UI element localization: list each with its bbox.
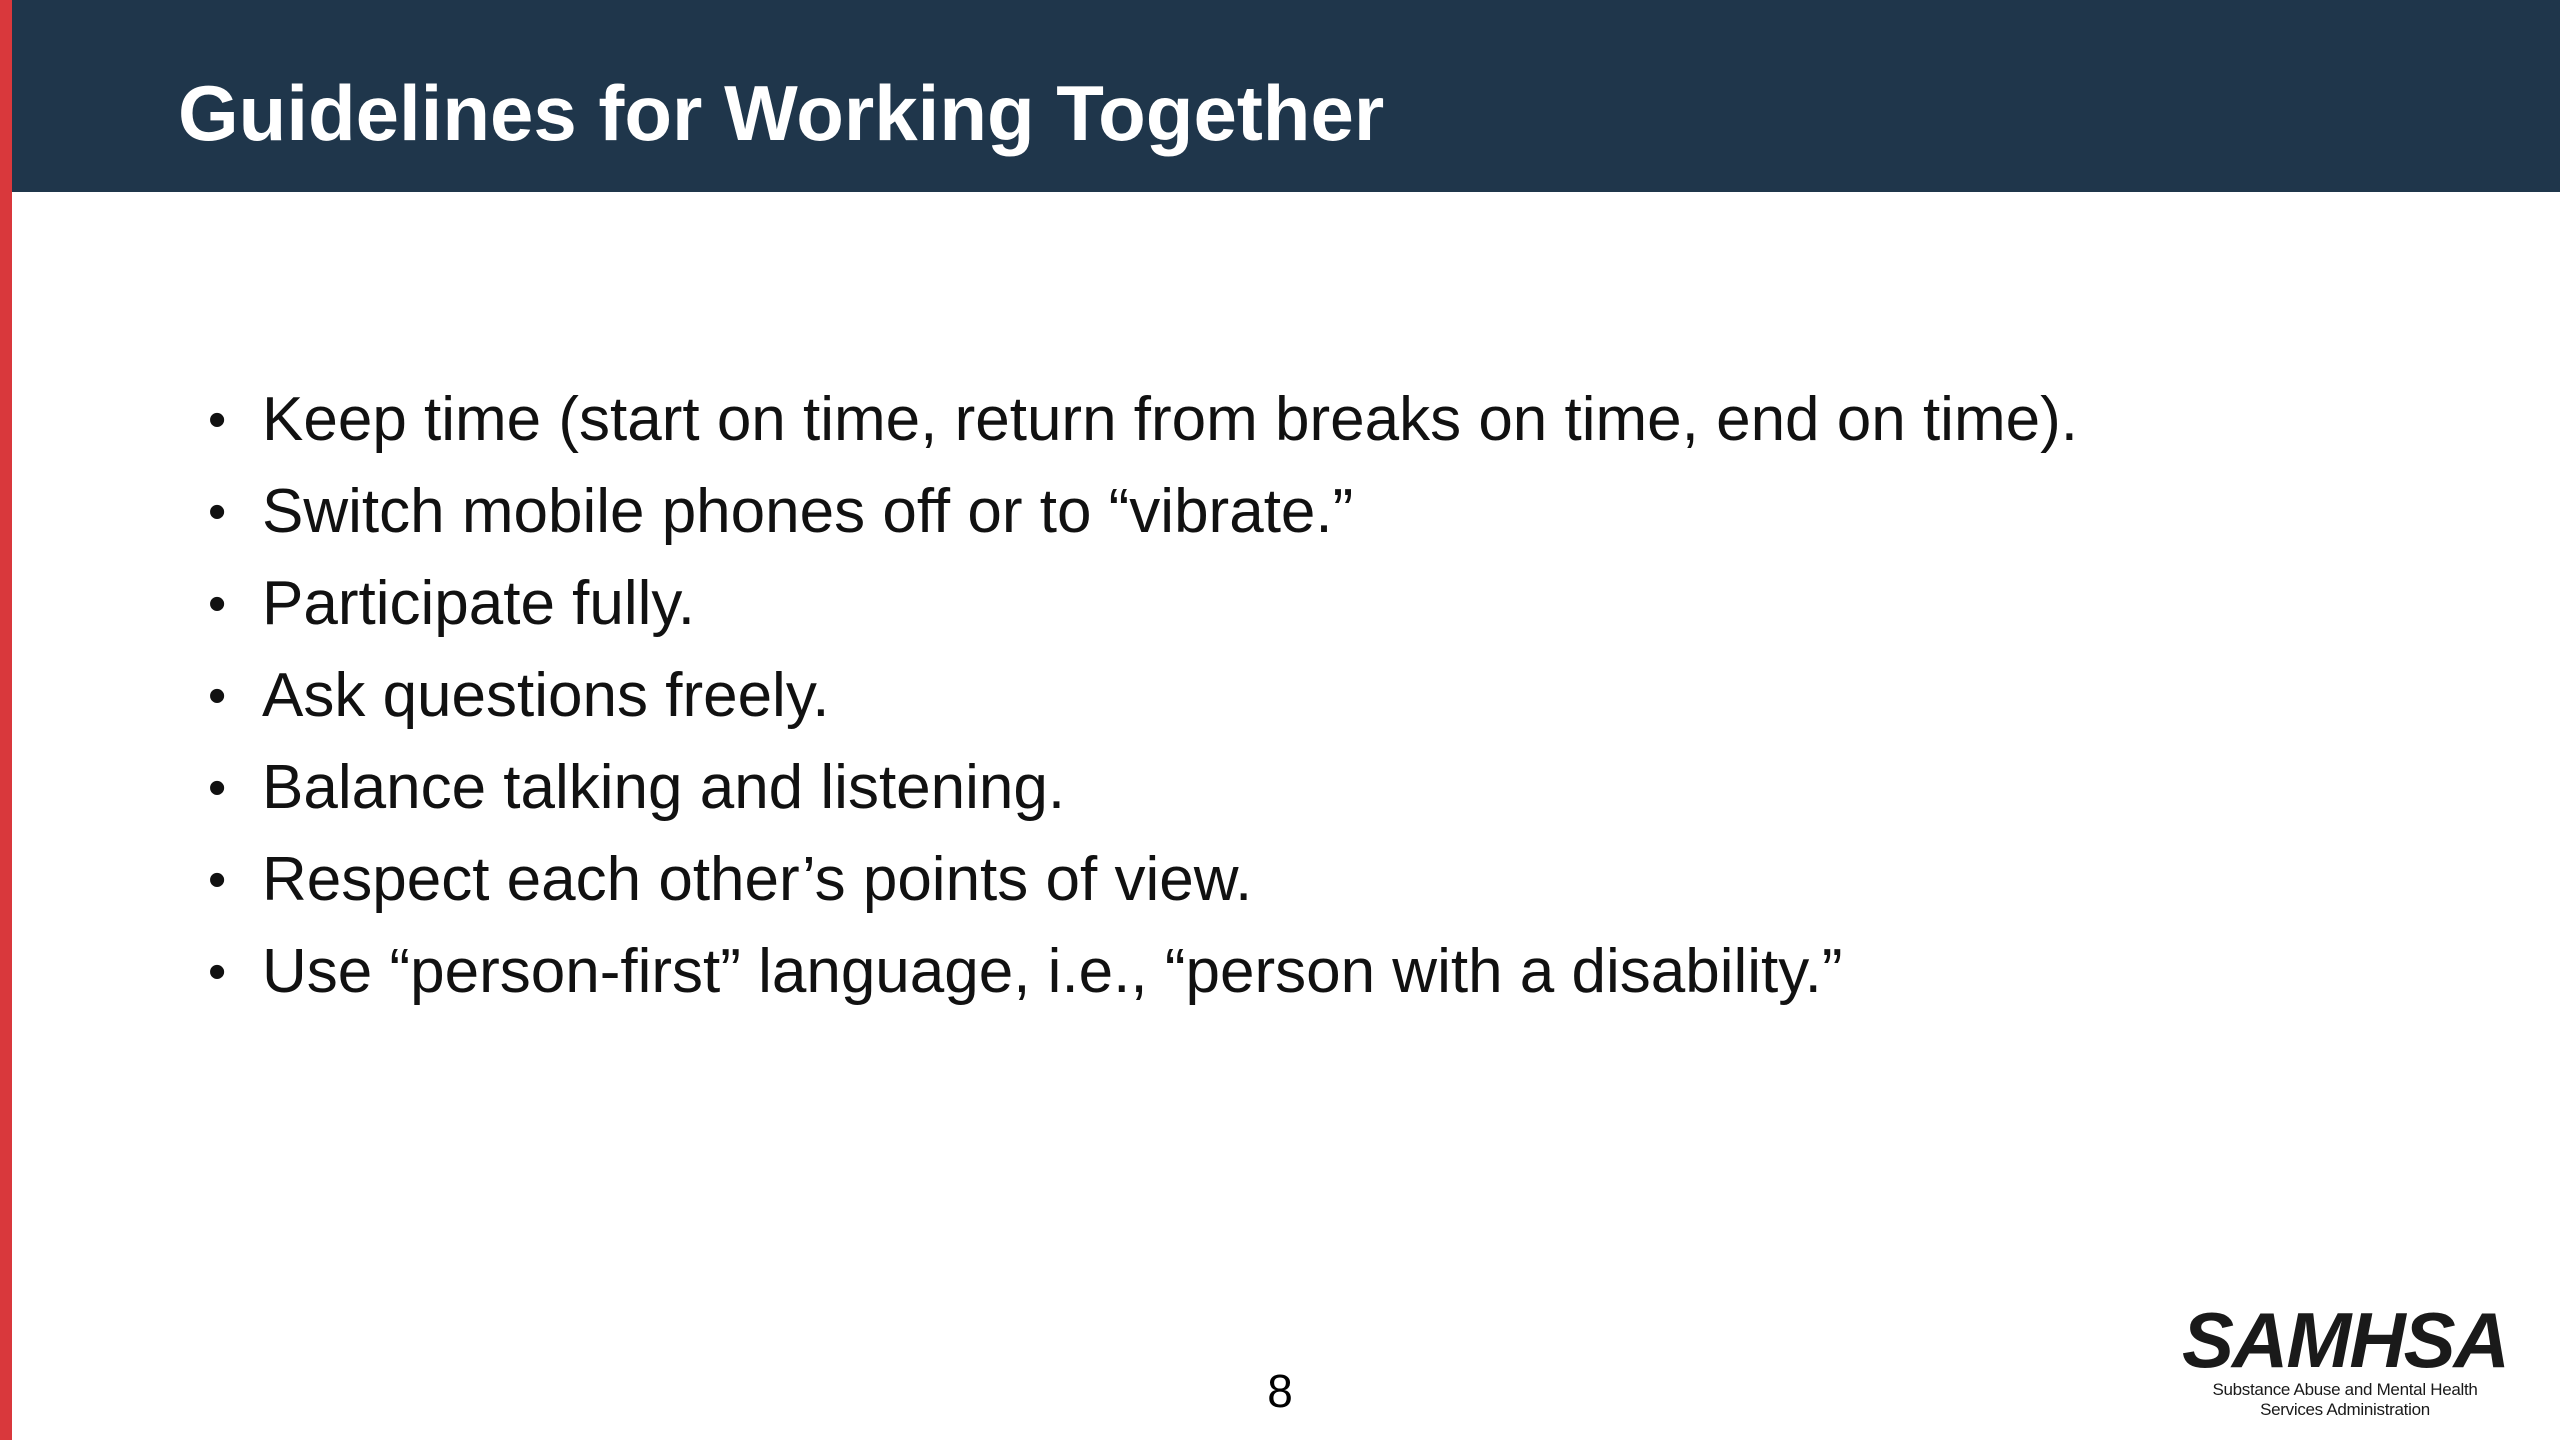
bullet-text: Switch mobile phones off or to “vibrate.” [262,477,1354,546]
bullet-icon: • [208,391,227,449]
list-item [208,558,2078,650]
logo-wordmark: SAMHSA [2181,1296,2508,1384]
bullet-list [208,374,2078,1018]
logo-tagline-line2: Services Administration [2260,1400,2430,1419]
logo-tagline-line1: Substance Abuse and Mental Health [2212,1380,2478,1399]
bullet-icon: • [208,943,227,1001]
bullet-icon: • [208,851,227,909]
bullet-text: Respect each other’s points of view. [262,845,1253,914]
bullet-text: Balance talking and listening. [262,753,1066,822]
list-item [208,926,2078,1018]
bullet-text: Ask questions freely. [262,661,830,730]
list-item [208,650,2078,742]
list-item [208,742,2078,834]
list-item [208,466,2078,558]
list-item [208,374,2078,466]
bullet-text: Participate fully. [262,569,696,638]
left-accent-stripe [0,0,12,1440]
bullet-icon: • [208,759,227,817]
bullet-icon: • [208,483,227,541]
page-number: 8 [1267,1365,1293,1417]
list-item [208,834,2078,926]
samhsa-logo [2180,1296,2510,1424]
bullet-icon: • [208,667,227,725]
bullet-text: Use “person-first” language, i.e., “person with a disability.” [262,937,1843,1006]
bullet-icon: • [208,575,227,633]
slide-title: Guidelines for Working Together [178,69,1385,157]
bullet-text: Keep time (start on time, return from breaks on time, end on time). [262,385,2078,454]
